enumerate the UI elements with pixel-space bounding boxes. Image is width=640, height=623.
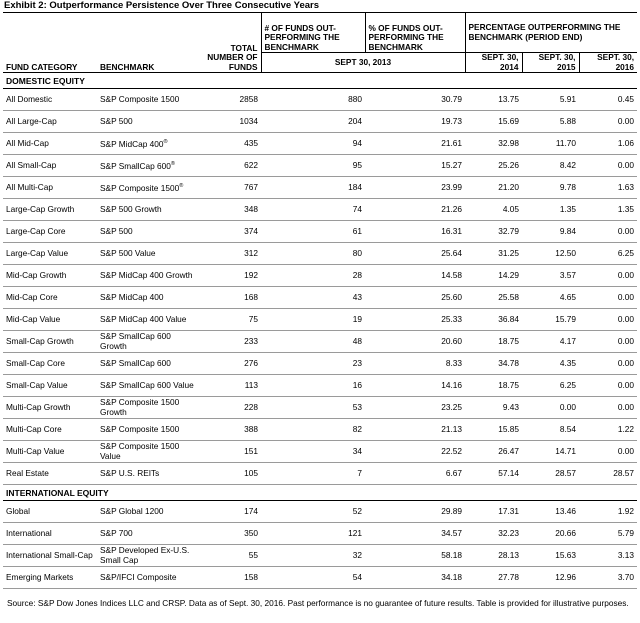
sept-2015-cell: 6.25 — [522, 375, 579, 397]
benchmark-cell — [97, 177, 201, 199]
total-funds-cell: 767 — [201, 177, 261, 199]
exhibit-title: Exhibit 2: Outperformance Persistence Over Three Consecutive Years — [0, 0, 640, 12]
sept-2015-cell: 12.50 — [522, 243, 579, 265]
benchmark-cell: S&P Composite 1500 — [97, 89, 201, 111]
num-outperforming-cell: 121 — [261, 523, 365, 545]
total-funds-cell: 55 — [201, 545, 261, 567]
fund-category-cell: Mid-Cap Core — [3, 287, 97, 309]
total-funds-cell: 158 — [201, 567, 261, 589]
pct-outperforming-cell: 30.79 — [365, 89, 465, 111]
fund-category-cell: Large-Cap Value — [3, 243, 97, 265]
num-outperforming-cell: 74 — [261, 199, 365, 221]
fund-category-cell: All Small-Cap — [3, 155, 97, 177]
sept-2014-cell: 28.13 — [465, 545, 522, 567]
fund-category-cell: Emerging Markets — [3, 567, 97, 589]
fund-category-cell: International — [3, 523, 97, 545]
fund-category-cell: Small-Cap Value — [3, 375, 97, 397]
benchmark-cell — [97, 155, 201, 177]
fund-category-cell: Multi-Cap Value — [3, 441, 97, 463]
total-funds-cell: 233 — [201, 331, 261, 353]
sept-2016-cell: 0.00 — [579, 309, 637, 331]
pct-outperforming-cell: 23.99 — [365, 177, 465, 199]
num-outperforming-cell: 7 — [261, 463, 365, 485]
fund-category-cell: All Mid-Cap — [3, 133, 97, 155]
sept-2014-cell: 21.20 — [465, 177, 522, 199]
header-num-outperforming: # OF FUNDS OUT-PERFORMING THE BENCHMARK — [261, 13, 365, 53]
num-outperforming-cell: 53 — [261, 397, 365, 419]
section-row — [3, 73, 637, 89]
sept-2016-cell: 0.45 — [579, 89, 637, 111]
sept-2015-cell: 8.42 — [522, 155, 579, 177]
sept-2014-cell: 17.31 — [465, 501, 522, 523]
table-row — [3, 523, 637, 545]
sept-2016-cell: 0.00 — [579, 353, 637, 375]
benchmark-cell: S&P Composite 1500 — [97, 419, 201, 441]
sept-2015-cell: 5.91 — [522, 89, 579, 111]
sept-2016-cell: 3.13 — [579, 545, 637, 567]
sept-2016-cell: 0.00 — [579, 111, 637, 133]
num-outperforming-cell: 94 — [261, 133, 365, 155]
sept-2015-cell: 11.70 — [522, 133, 579, 155]
benchmark-cell: S&P 700 — [97, 523, 201, 545]
sept-2016-cell: 1.06 — [579, 133, 637, 155]
total-funds-cell: 312 — [201, 243, 261, 265]
sept-2015-cell: 20.66 — [522, 523, 579, 545]
table-row — [3, 567, 637, 589]
header-total-funds: TOTAL NUMBER OF FUNDS — [201, 13, 261, 73]
sept-2014-cell: 25.58 — [465, 287, 522, 309]
sept-2014-cell: 26.47 — [465, 441, 522, 463]
sept-2014-cell: 27.78 — [465, 567, 522, 589]
benchmark-cell: S&P U.S. REITs — [97, 463, 201, 485]
benchmark-cell: S&P 500 — [97, 221, 201, 243]
num-outperforming-cell: 95 — [261, 155, 365, 177]
benchmark-cell: S&P MidCap 400 Value — [97, 309, 201, 331]
benchmark-cell: S&P 500 Growth — [97, 199, 201, 221]
benchmark-cell: S&P/IFCI Composite — [97, 567, 201, 589]
num-outperforming-cell: 34 — [261, 441, 365, 463]
sept-2015-cell: 14.71 — [522, 441, 579, 463]
fund-category-cell: All Domestic — [3, 89, 97, 111]
num-outperforming-cell: 28 — [261, 265, 365, 287]
sept-2016-cell: 0.00 — [579, 331, 637, 353]
table-row — [3, 463, 637, 485]
header-benchmark: BENCHMARK — [97, 13, 201, 73]
num-outperforming-cell: 880 — [261, 89, 365, 111]
total-funds-cell: 622 — [201, 155, 261, 177]
registered-mark: ® — [163, 138, 168, 145]
num-outperforming-cell: 80 — [261, 243, 365, 265]
benchmark-cell: S&P MidCap 400 — [97, 287, 201, 309]
outperformance-table — [3, 12, 637, 589]
sept-2015-cell: 8.54 — [522, 419, 579, 441]
fund-category-cell: Global — [3, 501, 97, 523]
sept-2015-cell: 5.88 — [522, 111, 579, 133]
table-body — [3, 73, 637, 589]
sept-2016-cell: 0.00 — [579, 265, 637, 287]
benchmark-cell — [97, 133, 201, 155]
section-row — [3, 485, 637, 501]
total-funds-cell: 174 — [201, 501, 261, 523]
total-funds-cell: 388 — [201, 419, 261, 441]
table-row — [3, 397, 637, 419]
num-outperforming-cell: 32 — [261, 545, 365, 567]
sept-2015-cell: 1.35 — [522, 199, 579, 221]
pct-outperforming-cell: 58.18 — [365, 545, 465, 567]
source-note: Source: S&P Dow Jones Indices LLC and CRSP. Data as of Sept. 30, 2016. Past performance is no guarantee of future results. Table is provided for illustrative purposes. — [7, 598, 629, 608]
total-funds-cell: 374 — [201, 221, 261, 243]
sept-2015-cell: 4.65 — [522, 287, 579, 309]
fund-category-cell: Real Estate — [3, 463, 97, 485]
table-row — [3, 221, 637, 243]
total-funds-cell: 228 — [201, 397, 261, 419]
header-pct-outperforming: % OF FUNDS OUT-PERFORMING THE BENCHMARK — [365, 13, 465, 53]
sept-2016-cell: 1.63 — [579, 177, 637, 199]
pct-outperforming-cell: 25.33 — [365, 309, 465, 331]
sept-2014-cell: 34.78 — [465, 353, 522, 375]
sept-2015-cell: 13.46 — [522, 501, 579, 523]
sept-2016-cell: 0.00 — [579, 287, 637, 309]
table-row — [3, 199, 637, 221]
sept-2014-cell: 36.84 — [465, 309, 522, 331]
num-outperforming-cell: 61 — [261, 221, 365, 243]
sept-2014-cell: 32.98 — [465, 133, 522, 155]
sept-2016-cell: 5.79 — [579, 523, 637, 545]
table-row — [3, 265, 637, 287]
sept-2016-cell: 0.00 — [579, 221, 637, 243]
pct-outperforming-cell: 15.27 — [365, 155, 465, 177]
pct-outperforming-cell: 21.26 — [365, 199, 465, 221]
total-funds-cell: 350 — [201, 523, 261, 545]
pct-outperforming-cell: 14.58 — [365, 265, 465, 287]
total-funds-cell: 151 — [201, 441, 261, 463]
num-outperforming-cell: 16 — [261, 375, 365, 397]
sept-2014-cell: 14.29 — [465, 265, 522, 287]
pct-outperforming-cell: 20.60 — [365, 331, 465, 353]
benchmark-cell: S&P Composite 1500 Value — [97, 441, 201, 463]
sept-2015-cell: 12.96 — [522, 567, 579, 589]
sept-2014-cell: 4.05 — [465, 199, 522, 221]
pct-outperforming-cell: 16.31 — [365, 221, 465, 243]
sept-2015-cell: 9.78 — [522, 177, 579, 199]
num-outperforming-cell: 82 — [261, 419, 365, 441]
total-funds-cell: 276 — [201, 353, 261, 375]
header-sept-2016: SEPT. 30, 2016 — [579, 53, 637, 73]
fund-category-cell: Large-Cap Growth — [3, 199, 97, 221]
registered-mark: ® — [170, 160, 175, 167]
sept-2015-cell: 9.84 — [522, 221, 579, 243]
sept-2014-cell: 32.23 — [465, 523, 522, 545]
header-sept-2013: SEPT 30, 2013 — [261, 53, 465, 73]
sept-2014-cell: 32.79 — [465, 221, 522, 243]
fund-category-cell: Mid-Cap Growth — [3, 265, 97, 287]
num-outperforming-cell: 19 — [261, 309, 365, 331]
table-row — [3, 177, 637, 199]
sept-2016-cell: 0.00 — [579, 375, 637, 397]
sept-2014-cell: 15.69 — [465, 111, 522, 133]
sept-2014-cell: 25.26 — [465, 155, 522, 177]
benchmark-cell: S&P Composite 1500 Growth — [97, 397, 201, 419]
sept-2014-cell: 31.25 — [465, 243, 522, 265]
table-row — [3, 111, 637, 133]
table-row — [3, 287, 637, 309]
pct-outperforming-cell: 14.16 — [365, 375, 465, 397]
header-pct-period-end: PERCENTAGE OUTPERFORMING THE BENCHMARK (PERIOD END) — [465, 13, 637, 53]
sept-2015-cell: 3.57 — [522, 265, 579, 287]
pct-outperforming-cell: 6.67 — [365, 463, 465, 485]
benchmark-text: S&P MidCap 400 — [100, 138, 164, 149]
table-row — [3, 419, 637, 441]
sept-2014-cell: 15.85 — [465, 419, 522, 441]
num-outperforming-cell: 54 — [261, 567, 365, 589]
sept-2016-cell: 1.22 — [579, 419, 637, 441]
total-funds-cell: 75 — [201, 309, 261, 331]
benchmark-cell: S&P SmallCap 600 — [97, 353, 201, 375]
sept-2016-cell: 6.25 — [579, 243, 637, 265]
fund-category-cell: Large-Cap Core — [3, 221, 97, 243]
table-row — [3, 545, 637, 567]
table-row — [3, 89, 637, 111]
pct-outperforming-cell: 23.25 — [365, 397, 465, 419]
sept-2014-cell: 9.43 — [465, 397, 522, 419]
benchmark-cell: S&P 500 — [97, 111, 201, 133]
table-row — [3, 155, 637, 177]
total-funds-cell: 435 — [201, 133, 261, 155]
table-row — [3, 309, 637, 331]
fund-category-cell: All Multi-Cap — [3, 177, 97, 199]
sept-2015-cell: 15.79 — [522, 309, 579, 331]
registered-mark: ® — [179, 182, 184, 189]
benchmark-text: S&P Composite 1500 — [100, 182, 180, 193]
table-row — [3, 243, 637, 265]
benchmark-cell: S&P SmallCap 600 Growth — [97, 331, 201, 353]
num-outperforming-cell: 43 — [261, 287, 365, 309]
pct-outperforming-cell: 34.57 — [365, 523, 465, 545]
benchmark-cell: S&P Global 1200 — [97, 501, 201, 523]
table-row — [3, 441, 637, 463]
total-funds-cell: 348 — [201, 199, 261, 221]
sept-2016-cell: 0.00 — [579, 441, 637, 463]
table-row — [3, 133, 637, 155]
total-funds-cell: 113 — [201, 375, 261, 397]
benchmark-cell: S&P SmallCap 600 Value — [97, 375, 201, 397]
benchmark-text: S&P SmallCap 600 — [100, 160, 171, 171]
section-label: INTERNATIONAL EQUITY — [3, 485, 637, 501]
fund-category-cell: All Large-Cap — [3, 111, 97, 133]
sept-2014-cell: 13.75 — [465, 89, 522, 111]
num-outperforming-cell: 23 — [261, 353, 365, 375]
fund-category-cell: Multi-Cap Growth — [3, 397, 97, 419]
fund-category-cell: Mid-Cap Value — [3, 309, 97, 331]
pct-outperforming-cell: 34.18 — [365, 567, 465, 589]
table-row — [3, 331, 637, 353]
sept-2015-cell: 4.35 — [522, 353, 579, 375]
sept-2016-cell: 1.92 — [579, 501, 637, 523]
fund-category-cell: Multi-Cap Core — [3, 419, 97, 441]
table-row — [3, 353, 637, 375]
header-sept-2015: SEPT. 30, 2015 — [522, 53, 579, 73]
pct-outperforming-cell: 25.64 — [365, 243, 465, 265]
pct-outperforming-cell: 22.52 — [365, 441, 465, 463]
pct-outperforming-cell: 8.33 — [365, 353, 465, 375]
total-funds-cell: 168 — [201, 287, 261, 309]
fund-category-cell: Small-Cap Growth — [3, 331, 97, 353]
sept-2014-cell: 18.75 — [465, 331, 522, 353]
benchmark-cell: S&P 500 Value — [97, 243, 201, 265]
pct-outperforming-cell: 29.89 — [365, 501, 465, 523]
sept-2016-cell: 0.00 — [579, 155, 637, 177]
section-label: DOMESTIC EQUITY — [3, 73, 637, 89]
sept-2016-cell: 0.00 — [579, 397, 637, 419]
fund-category-cell: International Small-Cap — [3, 545, 97, 567]
sept-2015-cell: 4.17 — [522, 331, 579, 353]
total-funds-cell: 105 — [201, 463, 261, 485]
sept-2015-cell: 15.63 — [522, 545, 579, 567]
pct-outperforming-cell: 19.73 — [365, 111, 465, 133]
total-funds-cell: 1034 — [201, 111, 261, 133]
num-outperforming-cell: 48 — [261, 331, 365, 353]
pct-outperforming-cell: 25.60 — [365, 287, 465, 309]
pct-outperforming-cell: 21.13 — [365, 419, 465, 441]
sept-2016-cell: 1.35 — [579, 199, 637, 221]
num-outperforming-cell: 52 — [261, 501, 365, 523]
sept-2014-cell: 18.75 — [465, 375, 522, 397]
total-funds-cell: 2858 — [201, 89, 261, 111]
header-fund-category: FUND CATEGORY — [3, 13, 97, 73]
fund-category-cell: Small-Cap Core — [3, 353, 97, 375]
sept-2016-cell: 3.70 — [579, 567, 637, 589]
total-funds-cell: 192 — [201, 265, 261, 287]
table-row — [3, 501, 637, 523]
table-row — [3, 375, 637, 397]
num-outperforming-cell: 204 — [261, 111, 365, 133]
sept-2015-cell: 0.00 — [522, 397, 579, 419]
sept-2015-cell: 28.57 — [522, 463, 579, 485]
pct-outperforming-cell: 21.61 — [365, 133, 465, 155]
benchmark-cell: S&P MidCap 400 Growth — [97, 265, 201, 287]
sept-2016-cell: 28.57 — [579, 463, 637, 485]
sept-2014-cell: 57.14 — [465, 463, 522, 485]
header-sept-2014: SEPT. 30, 2014 — [465, 53, 522, 73]
benchmark-cell: S&P Developed Ex-U.S. Small Cap — [97, 545, 201, 567]
num-outperforming-cell: 184 — [261, 177, 365, 199]
